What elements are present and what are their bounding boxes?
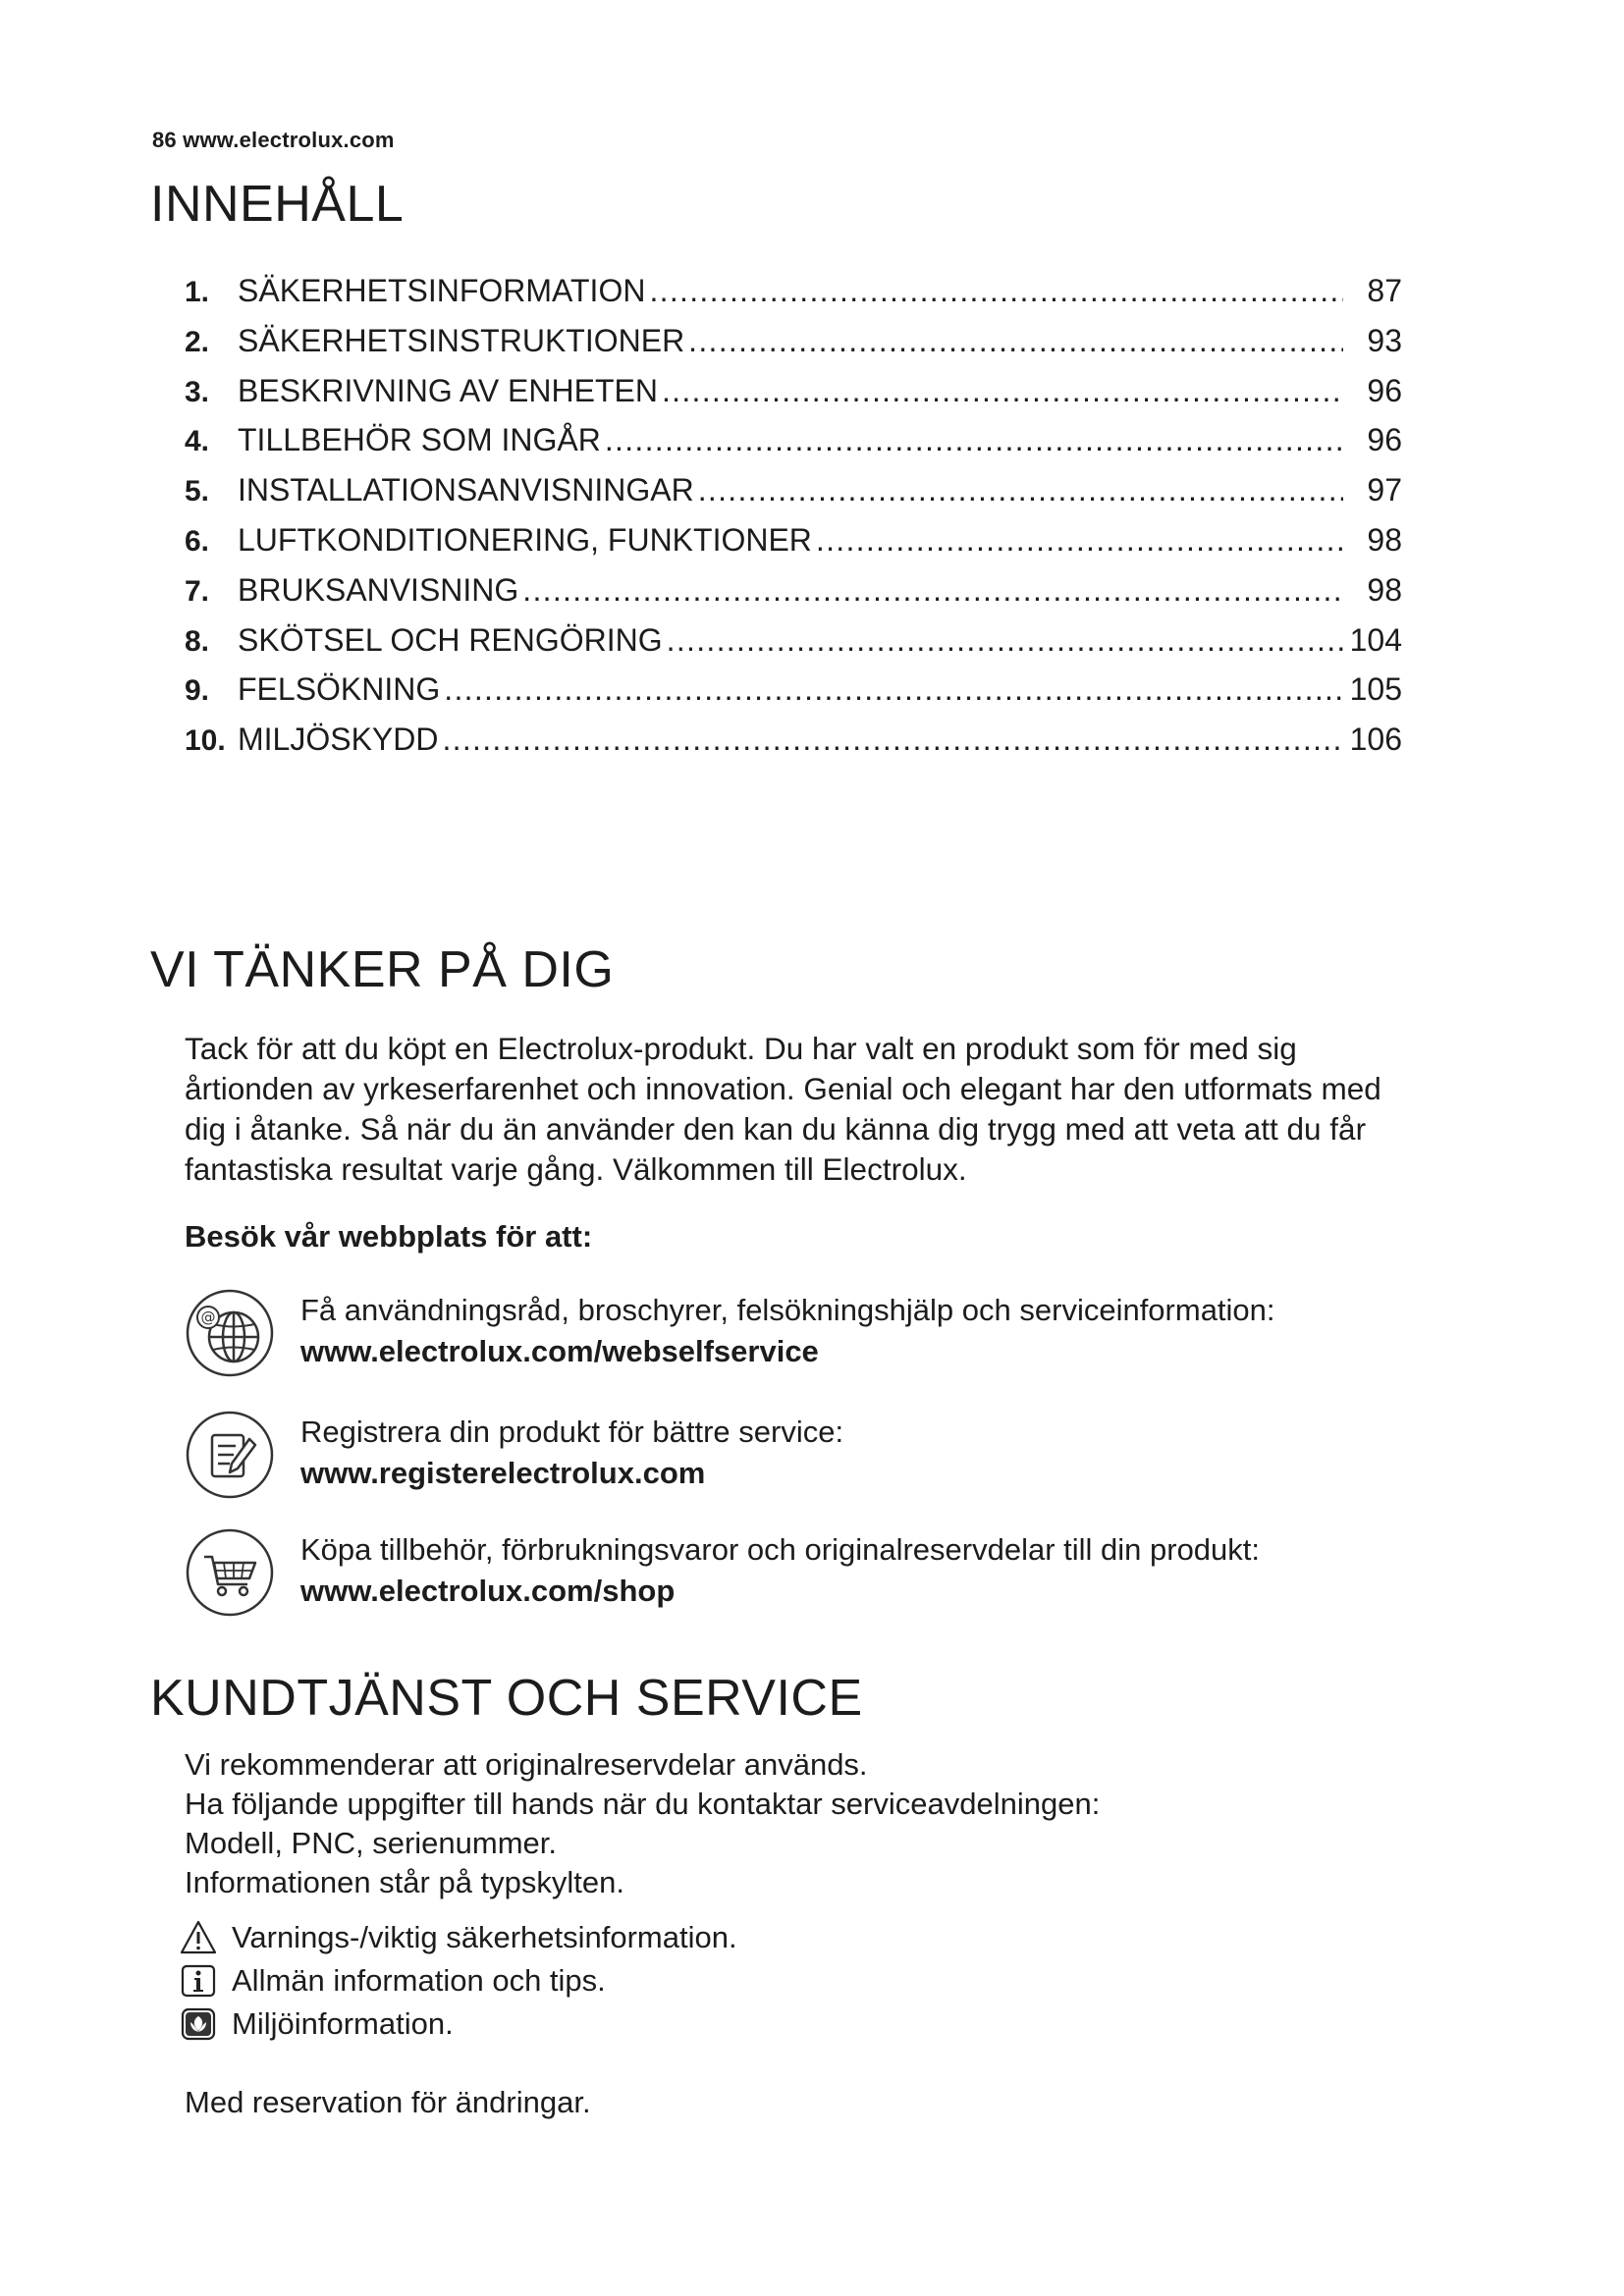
toc-entry-page: 97 (1367, 472, 1402, 508)
intro-paragraph (185, 1029, 1481, 1190)
legend-text: Miljöinformation. (232, 2006, 454, 2041)
toc-entry-number: 9. (185, 674, 210, 708)
toc-entry-number: 2. (185, 325, 210, 358)
warning-triangle-icon (179, 1919, 218, 1956)
legend-text: Varnings-/viktig säkerhetsinformation. (232, 1920, 737, 1954)
table-of-contents (185, 273, 1402, 772)
link-item-register (185, 1410, 1461, 1508)
link-text-block (300, 1290, 1275, 1372)
toc-entry-number: 4. (185, 425, 210, 458)
symbol-legend (179, 1916, 737, 2046)
toc-entry-number: 1. (185, 276, 210, 308)
toc-entry-title: SÄKERHETSINFORMATION (238, 273, 646, 308)
shop-link[interactable]: www.electrolux.com/shop (300, 1574, 676, 1608)
toc-leader-dots (649, 273, 1343, 309)
toc-leader-dots (605, 422, 1343, 458)
toc-leader-dots (442, 721, 1343, 758)
intro-line: Tack för att du köpt en Electrolux-produkt. Du har valt en produkt som för med sig (185, 1031, 1297, 1066)
toc-entry-page: 98 (1367, 571, 1402, 608)
toc-leader-dots (667, 622, 1343, 659)
toc-entry[interactable] (185, 373, 1402, 423)
toc-entry-page: 105 (1349, 671, 1402, 708)
page-header: 86 www.electrolux.com (152, 128, 395, 152)
toc-entry-page: 104 (1349, 621, 1402, 658)
toc-entry-title: INSTALLATIONSANVISNINGAR (238, 472, 694, 508)
toc-entry[interactable] (185, 572, 1402, 622)
service-paragraph (185, 1745, 1100, 1902)
intro-line: fantastiska resultat varje gång. Välkommen till Electrolux. (185, 1151, 967, 1187)
service-line: Ha följande uppgifter till hands när du kontaktar serviceavdelningen: (185, 1787, 1101, 1821)
toc-entry-title: FELSÖKNING (238, 671, 441, 708)
toc-entry[interactable] (185, 323, 1402, 373)
toc-entry-title: BESKRIVNING AV ENHETEN (238, 372, 658, 408)
toc-entry-title: SKÖTSEL OCH RENGÖRING (238, 621, 663, 658)
toc-entry-number: 7. (185, 574, 210, 608)
toc-entry-page: 96 (1367, 372, 1402, 408)
section-title-service: KUNDTJÄNST OCH SERVICE (150, 1670, 863, 1727)
toc-leader-dots (816, 522, 1343, 559)
toc-entry-number: 8. (185, 624, 210, 658)
toc-leader-dots (444, 671, 1343, 708)
toc-entry[interactable] (185, 422, 1402, 472)
link-description: Få användningsråd, broschyrer, felsökningshjälp och serviceinformation: (300, 1293, 1275, 1327)
service-line: Informationen står på typskylten. (185, 1865, 625, 1899)
toc-entry-title: SÄKERHETSINSTRUKTIONER (238, 322, 685, 358)
toc-entry[interactable] (185, 721, 1402, 772)
toc-entry-title: BRUKSANVISNING (238, 571, 519, 608)
service-line: Vi rekommenderar att originalreservdelar används. (185, 1747, 868, 1782)
link-item-shop (185, 1527, 1461, 1626)
toc-entry-number: 3. (185, 375, 210, 408)
legend-text: Allmän information och tips. (232, 1963, 606, 1998)
toc-entry[interactable] (185, 671, 1402, 721)
toc-leader-dots (522, 572, 1343, 609)
webselfservice-link[interactable]: www.electrolux.com/webselfservice (300, 1334, 819, 1368)
toc-title: INNEHÅLL (150, 176, 405, 233)
toc-entry[interactable] (185, 273, 1402, 323)
toc-entry-title: LUFTKONDITIONERING, FUNKTIONER (238, 521, 812, 558)
toc-entry-number: 5. (185, 475, 210, 508)
toc-entry-number: 10. (185, 724, 226, 758)
toc-entry-number: 6. (185, 524, 210, 558)
link-item-webselfservice (185, 1288, 1461, 1386)
toc-entry-title: MILJÖSKYDD (238, 721, 439, 758)
link-description: Köpa tillbehör, förbrukningsvaror och originalreservdelar till din produkt: (300, 1532, 1261, 1567)
toc-entry-title: TILLBEHÖR SOM INGÅR (238, 422, 601, 458)
link-description: Registrera din produkt för bättre service: (300, 1415, 844, 1449)
service-line: Modell, PNC, serienummer. (185, 1826, 558, 1860)
register-link[interactable]: www.registerelectrolux.com (300, 1456, 706, 1490)
legend-item-environment (179, 2002, 737, 2046)
toc-entry-page: 93 (1367, 322, 1402, 358)
toc-entry[interactable] (185, 522, 1402, 572)
info-icon (179, 1962, 218, 2000)
intro-line: årtionden av yrkeserfarenhet och innovation. Genial och elegant har den utformats med (185, 1071, 1381, 1106)
legend-item-info (179, 1959, 737, 2002)
legend-item-warning (179, 1916, 737, 1959)
toc-leader-dots (688, 323, 1343, 359)
toc-entry[interactable] (185, 622, 1402, 672)
toc-leader-dots (662, 373, 1343, 409)
globe-at-icon (185, 1288, 275, 1378)
toc-leader-dots (698, 472, 1343, 508)
toc-entry-page: 87 (1367, 273, 1402, 308)
link-text-block (300, 1412, 843, 1494)
toc-entry[interactable] (185, 472, 1402, 522)
register-form-icon (185, 1410, 275, 1500)
visit-heading: Besök vår webbplats för att: (185, 1219, 593, 1254)
svg-text:@: @ (200, 1308, 216, 1326)
intro-line: dig i åtanke. Så när du än använder den kan du känna dig trygg med att veta att du får (185, 1111, 1367, 1147)
toc-entry-page: 98 (1367, 521, 1402, 558)
shopping-cart-icon (185, 1527, 275, 1618)
disclaimer: Med reservation för ändringar. (185, 2085, 591, 2119)
toc-entry-page: 106 (1349, 721, 1402, 758)
link-text-block (300, 1529, 1260, 1612)
section-title-thinking: VI TÄNKER PÅ DIG (150, 941, 615, 998)
toc-entry-page: 96 (1367, 422, 1402, 458)
environment-icon (179, 2005, 218, 2043)
